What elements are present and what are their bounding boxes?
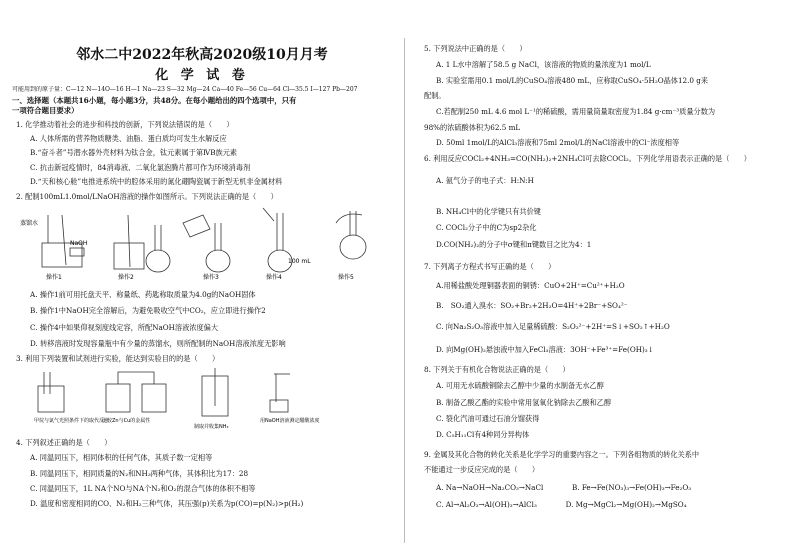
q8-option-d: D. C₅H₁₁Cl有4种同分异构体: [436, 430, 530, 439]
atomic-masses: 可能用到的原子量：C—12 N—14O—16 H—1 Na—23 S—32 Mg—24 Ca—40 Fe—56 Cu—64 Cl—35.5 I—127 Pb—207: [12, 86, 358, 93]
q2-option-a: A. 操作1前可用托盘天平、称量纸、药匙称取质量为4.0g的NaOH固体: [30, 290, 256, 299]
q8-stem: 8. 下列关于有机化合物说法正确的是（ ）: [424, 365, 570, 374]
q5-stem: 5. 下列说法中正确的是（ ）: [424, 44, 527, 53]
q4-option-b: B. 同温同压下，相同质量的N₂和NH₃两种气体，其体积比为17：28: [30, 469, 249, 478]
q4-option-c: C. 同温同压下，1L NA个NO与NA个N₂和O₂的混合气体的体积不相等: [30, 484, 256, 493]
q3-label-b: 比较Zn与Cu的金属性: [102, 418, 151, 424]
q4-stem: 4. 下列叙述正确的是（ ）: [16, 438, 112, 447]
q5-option-c-cont: 98%的浓硫酸体积为62.5 mL: [424, 123, 521, 132]
q9-options-cd: C. Al→Al₂O₃→Al(OH)₃→AlCl₃ D. Mg→MgCl₂→Mg(OH)₂→MgSO₄: [436, 500, 687, 509]
q3-label-a: 甲烷与氯气光照条件下的取代反应: [34, 418, 110, 424]
q9-options-ab: A. Na→NaOH→Na₂CO₃→NaCl B. Fe→Fe(NO₃)₃→Fe(OH)₃→Fe₂O₃: [436, 483, 692, 492]
q5-option-b-cont: 配制。: [424, 91, 446, 100]
q9-stem-cont: 不能通过一步反应完成的是（ ）: [424, 465, 540, 474]
q1-option-a: A. 人体所需的营养物质糖类、油脂、蛋白质均可发生水解反应: [30, 134, 227, 143]
q1-stem: 1. 化学推动着社会的进步和科技的创新，下列说法错误的是（ ）: [16, 120, 234, 129]
q7-option-d: D. 向Mg(OH)₂悬浊液中加入FeCl₃溶液：3OH⁻+Fe³⁺=Fe(OH)₃↓: [436, 345, 654, 354]
q2-op5-label: 操作5: [338, 274, 354, 281]
section-line-1: 一、选择题（本题共16小题，每小题3分，共48分。在每小题给出的四个选项中，只有: [12, 96, 297, 105]
q2-option-b: B. 操作1中NaOH完全溶解后，为避免吸收空气中CO₂，应立即进行操作2: [30, 306, 266, 315]
q3-figure: [34, 366, 374, 430]
q2-volume-label: 100 mL: [288, 258, 311, 265]
column-divider: [404, 38, 405, 543]
q2-figure: [18, 203, 390, 283]
exam-subtitle: 化 学 试 卷: [155, 68, 249, 83]
section-heading: [12, 96, 398, 116]
q8-option-a: A. 可用无水硫酸铜除去乙醇中少量的水制备无水乙醇: [436, 381, 604, 390]
q6-option-a: A. 氨气分子的电子式：H:N:H: [436, 176, 534, 185]
q1-option-b: B.“奋斗者”号潜水器外壳材料为钛合金，钛元素属于第ⅣB族元素: [30, 148, 238, 157]
q7-option-a: A.用稀盐酸处理铜器表面的铜锈：CuO+2H⁺=Cu²⁺+H₂O: [436, 281, 625, 290]
q7-option-b: B. SO₂通入溴水：SO₂+Br₂+2H₂O=4H⁺+2Br⁻+SO₄²⁻: [436, 301, 628, 310]
q6-option-b: B. NH₄Cl中的化学键只有共价键: [436, 207, 541, 216]
q1-option-d: D.“天和核心舱”电推进系统中的腔体采用的氮化硼陶瓷属于新型无机非金属材料: [30, 177, 283, 186]
q2-stem: 2. 配制100mL1.0mol/LNaOH溶液的操作如图所示。下列说法正确的是（ ）: [16, 192, 278, 201]
q8-option-b: B. 制备乙酸乙酯的实验中常用氢氧化钠除去乙酸和乙醇: [436, 398, 612, 407]
q3-label-c: 制取并收集NH₃: [194, 424, 229, 430]
q3-stem: 3. 利用下列装置和试剂进行实验，能达到实验目的的是（ ）: [16, 354, 220, 363]
q5-option-d: D. 50ml 1mol/L的AlCl₃溶液和75ml 2mol/L的NaCl溶液中的Cl⁻浓度相等: [436, 138, 680, 147]
q2-option-c: C. 操作4中如果仰视刻度线定容，所配NaOH溶液浓度偏大: [30, 323, 219, 332]
q3-label-d: 用NaOH溶液测定醋酸浓度: [260, 418, 320, 424]
q2-naoh-label: NaOH: [70, 240, 88, 247]
q6-stem: 6. 利用反应COCl₂+4NH₃=CO(NH₂)₂+2NH₄Cl可去除COCl₂。下列化学用语表示正确的是（ ）: [424, 154, 751, 163]
q2-op3-label: 操作3: [203, 274, 219, 281]
q6-option-c: C. COCl₂分子中的C为sp2杂化: [436, 223, 537, 232]
q7-stem: 7. 下列离子方程式书写正确的是（ ）: [424, 262, 556, 271]
q5-option-c: C.若配制250 mL 4.6 mol L⁻¹的稀硫酸，需用量筒量取密度为1.84 g·cm⁻³质量分数为: [436, 107, 716, 116]
q2-op2-label: 操作2: [118, 274, 134, 281]
q2-op4-label: 操作4: [266, 274, 282, 281]
q2-option-d: D. 转移溶液时发现容量瓶中有少量的蒸馏水，则所配制的NaOH溶液浓度无影响: [30, 339, 286, 348]
q5-option-b: B. 实验室需用0.1 mol/L的CuSO₄溶液480 mL，应称取CuSO₄·5H₂O晶体12.0 g来: [436, 76, 709, 85]
section-line-2: 一项符合题目要求）: [12, 106, 79, 115]
q2-op1-label: 操作1: [46, 274, 62, 281]
q1-option-c: C. 抗击新冠疫情时，84消毒液、二氧化氯泡腾片都可作为环境消毒剂: [30, 163, 251, 172]
q7-option-c: C. 向Na₂S₂O₃溶液中加入足量稀硫酸：S₂O₃²⁻+2H⁺=S↓+SO₂↑+H₂O: [436, 322, 670, 331]
q2-water-label: 蒸馏水: [20, 220, 39, 227]
q8-option-c: C. 裂化汽油可通过石油分馏获得: [436, 414, 540, 423]
q5-option-a: A. 1 L水中溶解了58.5 g NaCl，该溶液的物质的量浓度为1 mol/L: [436, 60, 651, 69]
exam-title: 邻水二中2022年秋高2020级10月月考: [76, 47, 328, 63]
q4-option-a: A. 同温同压下，相同体积的任何气体，其质子数一定相等: [30, 453, 213, 462]
q9-stem: 9. 金属及其化合物的转化关系是化学学习的重要内容之一。下列各组物质的转化关系中: [424, 450, 700, 459]
q4-option-d: D. 温度和密度相同的CO、N₂和H₂三种气体，其压强(p)关系为p(CO)=p(N₂)>p(H₂): [30, 499, 304, 508]
q6-option-d: D.CO(NH₂)₂的分子中σ键和π键数目之比为4：1: [436, 240, 592, 249]
